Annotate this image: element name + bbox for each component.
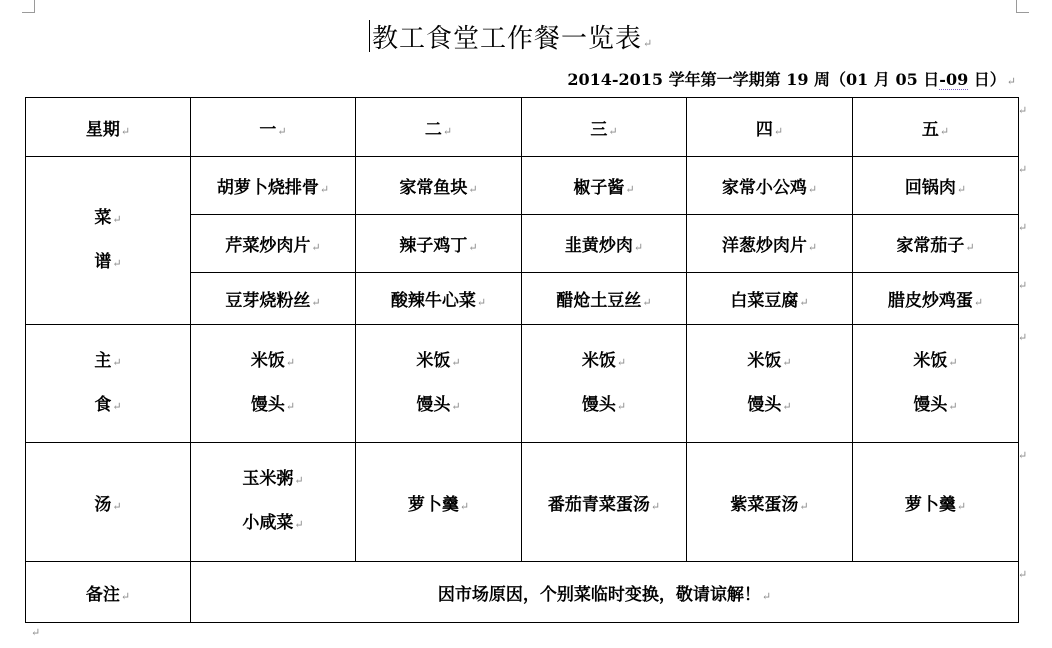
weekday-label-cell[interactable]: 星期↵: [26, 98, 191, 157]
dish-cell[interactable]: 家常茄子↵: [853, 215, 1019, 273]
weekday-cell[interactable]: 四↵: [687, 98, 853, 157]
staple-cell[interactable]: 米饭↵ 馒头↵: [191, 325, 356, 443]
title-text: 教工食堂工作餐一览表: [372, 24, 643, 54]
subtitle-suffix: 日）: [968, 70, 1006, 89]
row-end-mark: ↵: [1018, 221, 1028, 234]
row-end-mark: ↵: [1018, 331, 1028, 344]
staple-cell[interactable]: 米饭↵ 馒头↵: [687, 325, 853, 443]
soup-row: [26, 443, 1019, 562]
staple-cell[interactable]: 米饭↵ 馒头↵: [522, 325, 687, 443]
notes-row: [26, 562, 1019, 623]
dish-cell[interactable]: 椒子酱↵: [522, 157, 687, 215]
week-subtitle[interactable]: [567, 67, 1016, 90]
row-end-mark: ↵: [1018, 279, 1028, 292]
soup-cell[interactable]: 番茄青菜蛋汤↵: [522, 443, 687, 562]
dish-cell[interactable]: 辣子鸡丁↵: [356, 215, 522, 273]
page-title[interactable]: [372, 18, 653, 55]
dishes-label-cell[interactable]: 菜↵ 谱↵: [26, 157, 191, 325]
weekday-cell[interactable]: 五↵: [853, 98, 1019, 157]
dish-cell[interactable]: 芹菜炒肉片↵: [191, 215, 356, 273]
staple-cell[interactable]: 米饭↵ 馒头↵: [853, 325, 1019, 443]
dish-cell[interactable]: 回锅肉↵: [853, 157, 1019, 215]
soup-label-cell[interactable]: 汤↵: [26, 443, 191, 562]
soup-cell[interactable]: 玉米粥↵ 小咸菜↵: [191, 443, 356, 562]
dish-cell[interactable]: 白菜豆腐↵: [687, 273, 853, 325]
dish-cell[interactable]: 酸辣牛心菜↵: [356, 273, 522, 325]
dish-cell[interactable]: 醋炝土豆丝↵: [522, 273, 687, 325]
soup-cell[interactable]: 紫菜蛋汤↵: [687, 443, 853, 562]
subtitle-prefix: 2014-2015 学年第一学期第 19 周（01 月 05 日: [567, 70, 940, 89]
weekday-cell[interactable]: 三↵: [522, 98, 687, 157]
paragraph-mark: ↵: [1006, 75, 1016, 88]
staple-row: [26, 325, 1019, 443]
row-end-mark: ↵: [1018, 449, 1028, 462]
row-end-mark: ↵: [1018, 568, 1028, 581]
row-end-mark: ↵: [1018, 163, 1028, 176]
dish-row: [26, 157, 1019, 215]
weekday-header-row: [26, 98, 1019, 157]
document-end-mark: ↵: [31, 626, 41, 639]
notes-text-cell[interactable]: 因市场原因，个别菜临时变换，敬请谅解！↵: [191, 562, 1019, 623]
text-cursor: [369, 20, 370, 52]
dish-cell[interactable]: 洋葱炒肉片↵: [687, 215, 853, 273]
staple-cell[interactable]: 米饭↵ 馒头↵: [356, 325, 522, 443]
dish-cell[interactable]: 胡萝卜烧排骨↵: [191, 157, 356, 215]
weekday-cell[interactable]: 二↵: [356, 98, 522, 157]
page-corner-mark-left: [22, 0, 35, 13]
subtitle-underlined: -09: [939, 70, 969, 89]
dish-cell[interactable]: 腊皮炒鸡蛋↵: [853, 273, 1019, 325]
weekday-cell[interactable]: 一↵: [191, 98, 356, 157]
dish-cell[interactable]: 家常小公鸡↵: [687, 157, 853, 215]
row-end-mark: ↵: [1018, 104, 1028, 117]
dish-cell[interactable]: 家常鱼块↵: [356, 157, 522, 215]
dish-cell[interactable]: 豆芽烧粉丝↵: [191, 273, 356, 325]
page-corner-mark-right: [1016, 0, 1029, 13]
dish-cell[interactable]: 韭黄炒肉↵: [522, 215, 687, 273]
menu-table: [25, 97, 1019, 623]
soup-cell[interactable]: 萝卜羹↵: [356, 443, 522, 562]
soup-cell[interactable]: 萝卜羹↵: [853, 443, 1019, 562]
staple-label-cell[interactable]: 主↵ 食↵: [26, 325, 191, 443]
notes-label-cell[interactable]: 备注↵: [26, 562, 191, 623]
paragraph-mark: ↵: [643, 37, 654, 50]
